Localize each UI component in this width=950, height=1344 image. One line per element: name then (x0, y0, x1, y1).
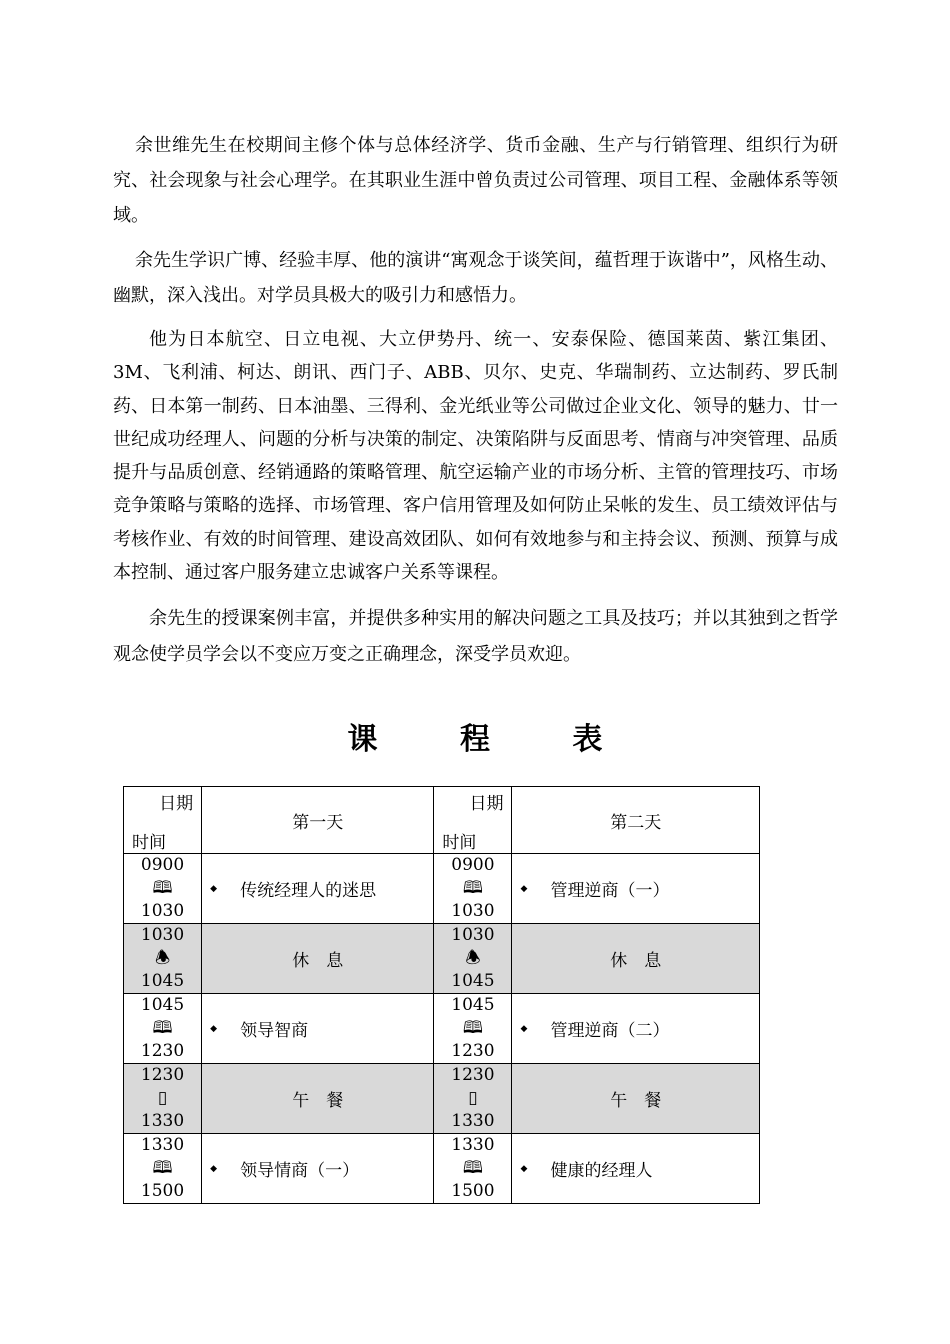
session-topic: 管理逆商（一） (550, 881, 670, 901)
schedule-row (124, 1134, 760, 1204)
bell-icon: 🕭 (154, 948, 171, 968)
session-topic: 管理逆商（二） (550, 1021, 670, 1041)
day2-lunch-cell: 午 餐 (512, 1064, 760, 1134)
day2-session-cell (512, 854, 760, 924)
time-cell (124, 924, 202, 994)
schedule-row-break (124, 924, 760, 994)
day2-session-cell (512, 994, 760, 1064)
header-date-time-cell (124, 787, 202, 854)
schedule-row-lunch (124, 1064, 760, 1134)
schedule-table (123, 786, 760, 1204)
diamond-bullet-icon: ◆ (210, 883, 218, 894)
day1-break-cell: 休 息 (202, 924, 434, 994)
bell-icon: 🕭 (465, 948, 481, 968)
day1-session-cell (202, 854, 434, 924)
time-cell (434, 924, 512, 994)
paragraph-cases: 余先生的授课案例丰富，并提供多种实用的解决问题之工具及技巧；并以其独到之哲学观念使学员学会以不变应万变之正确理念，深受学员欢迎。 (113, 608, 838, 666)
diamond-bullet-icon: ◆ (520, 1023, 528, 1034)
time-start: 0900 (140, 855, 185, 875)
header-date-time-cell-2 (434, 787, 512, 854)
diamond-bullet-icon: ◆ (210, 1163, 218, 1174)
time-start: 1045 (140, 995, 185, 1015)
paragraph-clients: 他为日本航空、日立电视、大立伊势丹、统一、安泰保险、德国莱茵、紫江集团、3M、飞利浦、柯达、朗讯、西门子、ABB、贝尔、史克、华瑞制药、立达制药、罗氏制药、日本第一制药、日本油墨、三得利、金光纸业等公司做过企业文化、领导的魅力、廿一世纪成功经理人、问题的分析与决策的制定、决策陷阱与反面思考、情商与冲突管理、品质提升与品质创意、经销通路的策略管理、航空运输产业的市场分析、主管的管理技巧、市场竞争策略与策略的选择、市场管理、客户信用管理及如何防止呆帐的发生、员工绩效评估与考核作业、有效的时间管理、建设高效团队、如何有效地参与和主持会议、预测、预算与成本控制、通过客户服务建立忠诚客户关系等课程。 (113, 329, 838, 584)
schedule-row (124, 854, 760, 924)
header-time-label: 时间 (132, 833, 166, 853)
session-topic: 传统经理人的迷思 (240, 881, 377, 901)
schedule-row (124, 994, 760, 1064)
schedule-header-row (124, 787, 760, 854)
day2-session-cell (512, 1134, 760, 1204)
book-icon: 🕮 (152, 878, 173, 898)
time-start: 1030 (140, 925, 185, 945)
header-time-label-2: 时间 (442, 833, 477, 853)
time-start: 1230 (140, 1065, 185, 1085)
time-cell (124, 1064, 202, 1134)
time-end: 1330 (140, 1111, 185, 1131)
time-end: 1030 (451, 901, 495, 921)
book-icon: 🕮 (152, 1018, 173, 1038)
book-icon: 🕮 (462, 878, 483, 898)
time-cell (124, 994, 202, 1064)
time-end: 1330 (451, 1111, 495, 1131)
time-cell (434, 1134, 512, 1204)
header-date-label-2: 日期 (469, 794, 504, 814)
missing-glyph-icon: ▯ (468, 1088, 478, 1108)
time-end: 1045 (140, 971, 185, 991)
time-cell (434, 854, 512, 924)
time-end: 1500 (140, 1181, 185, 1201)
time-start: 1330 (451, 1135, 495, 1155)
missing-glyph-icon: ▯ (157, 1088, 168, 1108)
time-cell (434, 1064, 512, 1134)
day1-lunch-cell: 午 餐 (202, 1064, 434, 1134)
session-topic: 领导智商 (240, 1021, 309, 1041)
paragraph-education: 余世维先生在校期间主修个体与总体经济学、货币金融、生产与行销管理、组织行为研究、社会现象与社会心理学。在其职业生涯中曾负责过公司管理、项目工程、金融体系等领域。 (113, 135, 838, 226)
time-start: 1030 (451, 925, 495, 945)
day1-session-cell (202, 994, 434, 1064)
time-end: 1030 (140, 901, 185, 921)
day2-break-cell: 休 息 (512, 924, 760, 994)
time-start: 1330 (140, 1135, 185, 1155)
paragraph-style: 余先生学识广博、经验丰厚、他的演讲“寓观念于谈笑间，蕴哲理于诙谐中”，风格生动、幽默，深入浅出。对学员具极大的吸引力和感悟力。 (113, 250, 838, 306)
header-day1: 第一天 (202, 787, 434, 854)
diamond-bullet-icon: ◆ (520, 883, 528, 894)
session-topic: 健康的经理人 (550, 1161, 653, 1181)
book-icon: 🕮 (152, 1158, 173, 1178)
schedule-title: 课 程 表 (347, 722, 639, 757)
diamond-bullet-icon: ◆ (520, 1163, 528, 1174)
time-cell (434, 994, 512, 1064)
time-start: 1230 (451, 1065, 495, 1085)
time-end: 1500 (451, 1181, 495, 1201)
time-end: 1230 (140, 1041, 185, 1061)
document-body (113, 128, 838, 673)
time-cell (124, 854, 202, 924)
time-end: 1230 (451, 1041, 495, 1061)
session-topic: 领导情商（一） (240, 1161, 360, 1181)
time-start: 1045 (451, 995, 495, 1015)
day1-session-cell (202, 1134, 434, 1204)
book-icon: 🕮 (462, 1158, 483, 1178)
diamond-bullet-icon: ◆ (210, 1023, 218, 1034)
time-cell (124, 1134, 202, 1204)
header-day2: 第二天 (512, 787, 760, 854)
book-icon: 🕮 (462, 1018, 483, 1038)
time-start: 0900 (451, 855, 495, 875)
header-date-label: 日期 (159, 794, 194, 814)
time-end: 1045 (451, 971, 495, 991)
